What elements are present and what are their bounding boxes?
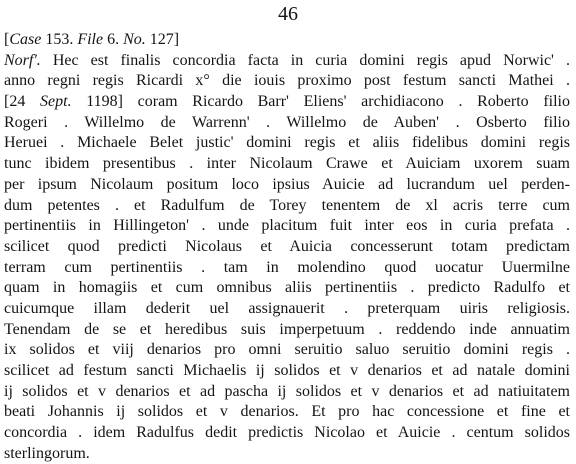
text-line-1 bbox=[4, 51, 570, 72]
text-line-20: sterlingorum. bbox=[4, 444, 90, 462]
text-line-3 bbox=[4, 92, 570, 113]
file-label: File bbox=[77, 31, 104, 48]
case-heading bbox=[4, 30, 570, 51]
line-3-text: 1198] coram Ricardo Barr' Eliens' archidiacono . Roberto filio bbox=[71, 93, 570, 111]
date-month: Sept. bbox=[40, 93, 72, 111]
body-text bbox=[4, 30, 570, 464]
page-number: 46 bbox=[278, 3, 298, 25]
heading-bracket: [ bbox=[4, 31, 10, 48]
text-line-7: per ipsum Nicolaum positum loco ipsius Auicie ad lucrandum uel perden- bbox=[4, 175, 570, 193]
text-line-18: beati Johannis ij solidos et v denarios. Et pro hac concessione et fine et bbox=[4, 403, 570, 421]
text-line-10: scilicet quod predicti Nicolaus et Auicia concesserunt totam predictam bbox=[4, 237, 570, 255]
text-line-12: quam in homagiis et cum omnibus aliis pertinentiis . predicto Radulfo et bbox=[4, 279, 570, 297]
text-line-2: anno regni regis Ricardi x° die iouis proximo post festum sancti Mathei . bbox=[4, 72, 570, 90]
text-line-11: terram cum pertinentiis . tam in molendino quod uocatur Uuermilne bbox=[4, 258, 570, 276]
case-number: 153. bbox=[41, 31, 78, 48]
no-label: No. bbox=[123, 31, 146, 48]
case-label: Case bbox=[9, 31, 42, 48]
county-marker: Norf'. bbox=[4, 51, 41, 69]
no-value: 127] bbox=[145, 31, 180, 48]
date-open: [24 bbox=[4, 93, 41, 111]
text-line-19: concordia . idem Radulfus dedit predictis Nicolao et Auicie . centum solidos bbox=[4, 424, 570, 442]
text-line-5: Heruei . Michaele Belet justic' domini regis et aliis fidelibus domini regis bbox=[4, 134, 570, 152]
line-1-text: Hec est finalis concordia facta in curia domini regis apud Norwic' . bbox=[40, 51, 570, 69]
file-number: 6. bbox=[103, 31, 124, 48]
text-line-14: Tenendam de se et heredibus suis imperpetuum . reddendo inde annuatim bbox=[4, 320, 570, 338]
text-line-8: dum petentes . et Radulfum de Torey tenentem de xl acris terre cum bbox=[4, 196, 570, 214]
text-line-6: tunc ibidem presentibus . inter Nicolaum Crawe et Auiciam uxorem suam bbox=[4, 155, 570, 173]
text-line-15: ix solidos et viij denarios pro omni seruitio saluo seruitio domini regis . bbox=[4, 341, 570, 359]
text-line-9: pertinentiis in Hillingeton' . unde placitum fuit inter eos in curia prefata . bbox=[4, 217, 570, 235]
text-line-4: Rogeri . Willelmo de Warrenn' . Willelmo de Auben' . Osberto filio bbox=[4, 113, 570, 131]
text-line-17: ij solidos et v denarios et ad pascha ij solidos et v denarios et ad natiuitatem bbox=[4, 382, 570, 400]
text-line-13: cuicumque illam dederit uel assignauerit . preterquam uiris religiosis. bbox=[4, 299, 570, 317]
text-line-16: scilicet ad festum sancti Michaelis ij solidos et v denarios et ad natale domini bbox=[4, 362, 570, 379]
